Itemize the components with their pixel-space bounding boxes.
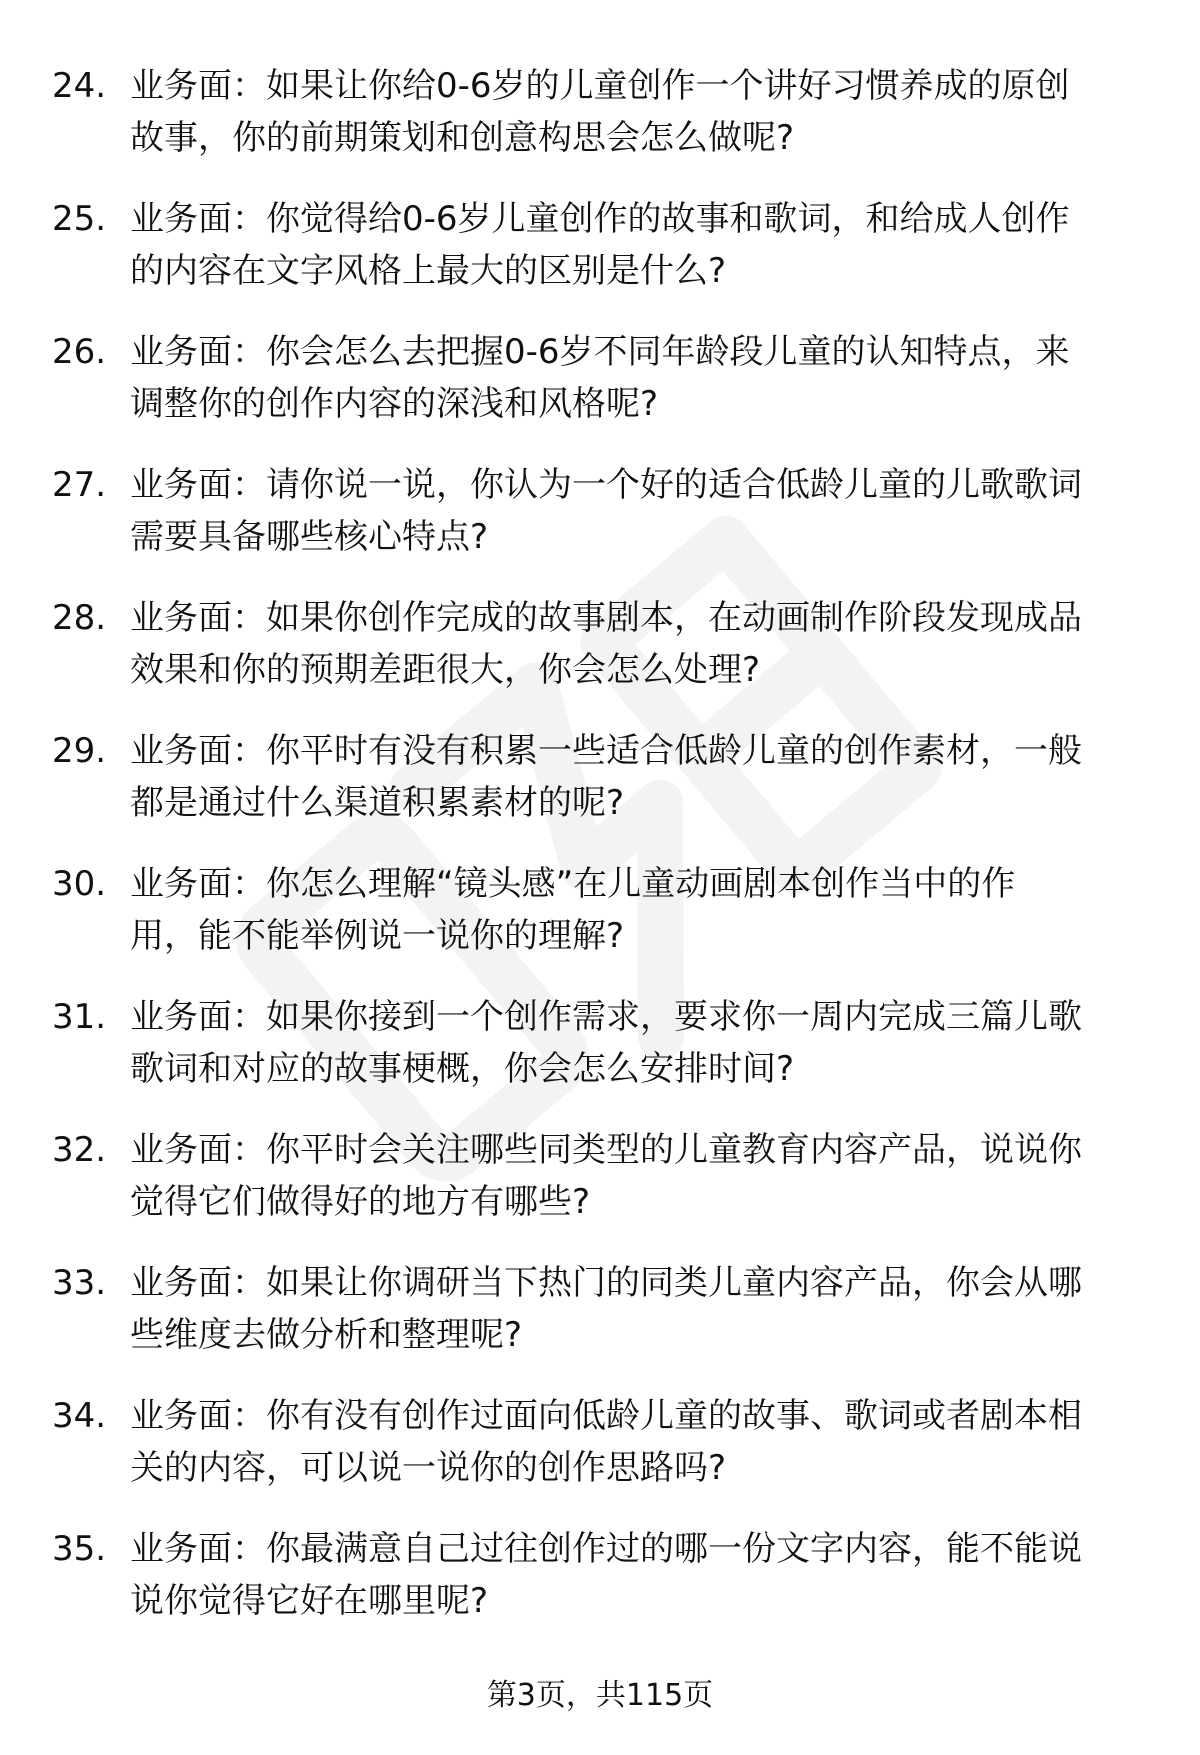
question-number: 28. [52,598,107,638]
question-item-27 [52,459,1152,592]
question-line: 的内容在文字风格上最大的区别是什么? [130,251,727,291]
question-text [130,991,1200,1095]
question-line: 业务面：如果让你给0-6岁的儿童创作一个讲好习惯养成的原创 [130,66,1070,106]
question-text [130,326,1200,430]
question-line: 业务面：如果你创作完成的故事剧本，在动画制作阶段发现成品 [130,598,1082,638]
question-line: 业务面：如果你接到一个创作需求，要求你一周内完成三篇儿歌 [130,997,1082,1037]
question-item-24 [52,60,1152,193]
question-item-28 [52,592,1152,725]
question-number: 29. [52,731,107,771]
question-line: 业务面：你会怎么去把握0-6岁不同年龄段儿童的认知特点，来 [130,332,1070,372]
question-text [130,725,1200,829]
question-line: 需要具备哪些核心特点? [130,517,489,557]
question-text [130,1390,1200,1494]
question-line: 故事，你的前期策划和创意构思会怎么做呢? [130,118,795,158]
question-number: 35. [52,1529,107,1569]
question-line: 些维度去做分析和整理呢? [130,1315,523,1355]
question-item-35 [52,1523,1152,1656]
question-line: 歌词和对应的故事梗概，你会怎么安排时间? [130,1049,795,1089]
question-text [130,193,1200,297]
question-line: 都是通过什么渠道积累素材的呢? [130,783,625,823]
question-text [130,459,1200,563]
question-line: 业务面：你怎么理解“镜头感”在儿童动画剧本创作当中的作 [130,864,1016,904]
question-line: 用，能不能举例说一说你的理解? [130,916,625,956]
question-line: 业务面：你觉得给0-6岁儿童创作的故事和歌词，和给成人创作 [130,199,1070,239]
question-list [52,60,1152,1656]
question-text [130,60,1200,164]
question-line: 觉得它们做得好的地方有哪些? [130,1182,591,1222]
question-item-32 [52,1124,1152,1257]
question-number: 27. [52,465,107,505]
question-item-30 [52,858,1152,991]
question-line: 业务面：如果让你调研当下热门的同类儿童内容产品，你会从哪 [130,1263,1082,1303]
question-number: 26. [52,332,107,372]
question-line: 业务面：你平时会关注哪些同类型的儿童教育内容产品，说说你 [130,1130,1082,1170]
question-line: 业务面：请你说一说，你认为一个好的适合低龄儿童的儿歌歌词 [130,465,1082,505]
page-number-footer: 第3页，共115页 [486,1678,714,1713]
question-number: 31. [52,997,107,1037]
question-text [130,1257,1200,1361]
question-item-33 [52,1257,1152,1390]
question-item-29 [52,725,1152,858]
question-number: 34. [52,1396,107,1436]
question-item-31 [52,991,1152,1124]
question-text [130,1523,1200,1627]
question-number: 24. [52,66,107,106]
question-line: 业务面：你最满意自己过往创作过的哪一份文字内容，能不能说 [130,1529,1082,1569]
question-text [130,592,1200,696]
question-line: 业务面：你平时有没有积累一些适合低龄儿童的创作素材，一般 [130,731,1082,771]
question-line: 关的内容，可以说一说你的创作思路吗? [130,1448,727,1488]
question-number: 33. [52,1263,107,1303]
question-line: 说你觉得它好在哪里呢? [130,1581,489,1621]
question-number: 30. [52,864,107,904]
question-number: 25. [52,199,107,239]
question-number: 32. [52,1130,107,1170]
question-text [130,1124,1200,1228]
question-line: 效果和你的预期差距很大，你会怎么处理? [130,650,761,690]
question-item-26 [52,326,1152,459]
question-item-25 [52,193,1152,326]
question-line: 调整你的创作内容的深浅和风格呢? [130,384,659,424]
question-line: 业务面：你有没有创作过面向低龄儿童的故事、歌词或者剧本相 [130,1396,1082,1436]
question-text [130,858,1200,962]
question-item-34 [52,1390,1152,1523]
